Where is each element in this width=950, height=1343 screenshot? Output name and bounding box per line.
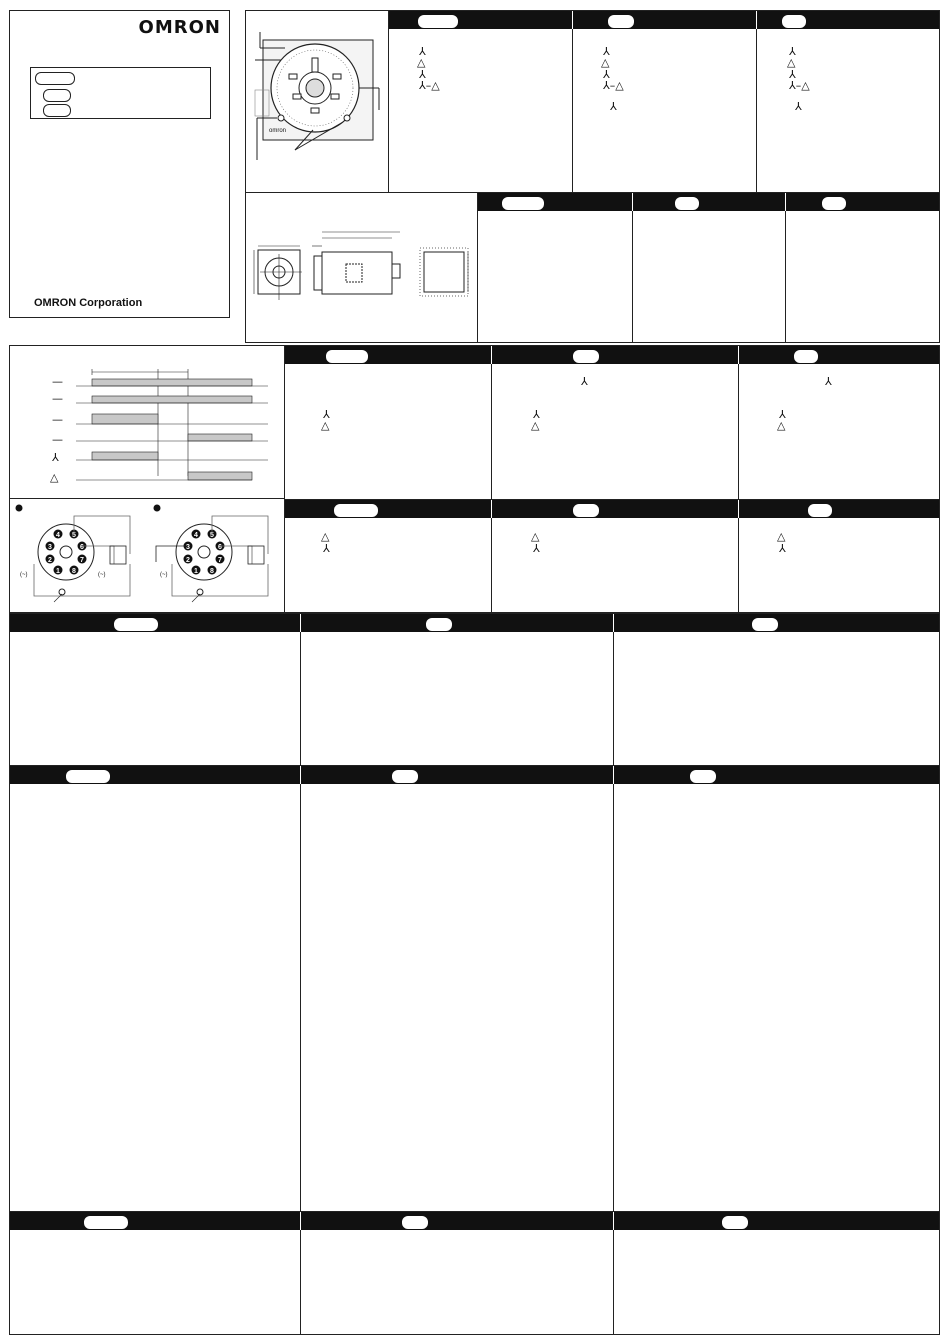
star-symbol: ⅄ [323, 542, 330, 555]
svg-text:7: 7 [218, 557, 222, 564]
header-pill [84, 1216, 128, 1229]
divider [9, 498, 284, 499]
svg-text:3: 3 [186, 544, 190, 551]
svg-text:3: 3 [48, 544, 52, 551]
star-delta-symbol: ⅄–△ [419, 79, 440, 92]
header-pill [573, 504, 599, 517]
divider [613, 1212, 614, 1230]
timing-chart [40, 366, 275, 486]
divider [613, 766, 614, 784]
svg-text:8: 8 [210, 568, 214, 575]
svg-text:5: 5 [72, 532, 76, 539]
svg-text:omron: omron [269, 128, 287, 134]
svg-text:8: 8 [72, 568, 76, 575]
divider [738, 346, 739, 612]
star-symbol: ⅄ [603, 45, 610, 58]
svg-text:1: 1 [56, 568, 60, 575]
svg-text:7: 7 [80, 557, 84, 564]
wiring-diagram-left [14, 502, 144, 607]
section-header-bar [285, 346, 939, 364]
svg-text:6: 6 [218, 544, 222, 551]
star-symbol: ⅄ [603, 68, 610, 81]
header-pill [690, 770, 716, 783]
divider [300, 766, 301, 784]
section-header-bar [478, 193, 939, 211]
star-symbol: ⅄ [610, 100, 617, 113]
header-pill [334, 504, 378, 517]
divider [738, 346, 739, 364]
section-header-bar [389, 11, 939, 29]
delta-symbol: △ [531, 530, 540, 543]
brand-logo: OMRON [138, 17, 221, 38]
header-pill [392, 770, 418, 783]
delta-symbol: △ [787, 56, 796, 69]
divider [284, 345, 285, 613]
header-pill [114, 618, 158, 631]
star-symbol: ⅄ [795, 100, 802, 113]
header-pill [326, 350, 368, 363]
star-symbol: ⅄ [533, 408, 540, 421]
timing-row-label: — [52, 375, 63, 388]
star-symbol: ⅄ [789, 68, 796, 81]
header-pill [752, 618, 778, 631]
divider [300, 614, 301, 632]
header-pill [782, 15, 806, 28]
svg-text:6: 6 [80, 544, 84, 551]
star-symbol: ⅄ [779, 408, 786, 421]
svg-text:2: 2 [186, 557, 190, 564]
divider [388, 10, 389, 192]
delta-symbol: △ [321, 419, 330, 432]
header-pill [794, 350, 818, 363]
cover-panel [9, 10, 230, 318]
svg-text:4: 4 [56, 532, 60, 539]
product-front-illustration [255, 30, 385, 170]
header-pill [675, 197, 699, 210]
svg-text:2: 2 [48, 557, 52, 564]
svg-text:5: 5 [210, 532, 214, 539]
divider [572, 29, 573, 192]
star-delta-symbol: ⅄–△ [603, 79, 624, 92]
divider [738, 500, 739, 518]
svg-text:4: 4 [194, 532, 198, 539]
wiring-diagram-right [152, 502, 282, 607]
divider [491, 500, 492, 518]
delta-symbol: △ [777, 419, 786, 432]
header-pill [573, 350, 599, 363]
timing-row-label: △ [50, 471, 59, 484]
divider [491, 346, 492, 612]
header-pill [822, 197, 846, 210]
model-pill-2 [43, 89, 71, 102]
star-symbol: ⅄ [789, 45, 796, 58]
header-pill [418, 15, 458, 28]
timing-row-label: — [52, 433, 63, 446]
divider [477, 192, 478, 343]
section-header-bar [285, 500, 939, 518]
divider [785, 211, 786, 343]
star-delta-symbol: ⅄–△ [789, 79, 810, 92]
corporation-name: OMRON Corporation [34, 297, 143, 309]
header-pill [426, 618, 452, 631]
star-symbol: ⅄ [825, 375, 832, 388]
svg-text:(~): (~) [20, 572, 28, 578]
header-pill [66, 770, 110, 783]
divider [285, 499, 939, 500]
timing-row-label: — [52, 392, 63, 405]
svg-text:(~): (~) [98, 572, 106, 578]
divider [491, 346, 492, 364]
delta-symbol: △ [601, 56, 610, 69]
star-symbol: ⅄ [779, 542, 786, 555]
star-symbol: ⅄ [533, 542, 540, 555]
section-header-bar [10, 1212, 939, 1230]
section-header-bar [10, 766, 939, 784]
divider [300, 1212, 301, 1230]
delta-symbol: △ [777, 530, 786, 543]
delta-symbol: △ [531, 419, 540, 432]
dimension-drawing [250, 228, 472, 308]
star-symbol: ⅄ [419, 45, 426, 58]
divider [613, 614, 614, 632]
divider [632, 211, 633, 343]
delta-symbol: △ [417, 56, 426, 69]
header-pill [608, 15, 634, 28]
header-pill [502, 197, 544, 210]
star-symbol: ⅄ [419, 68, 426, 81]
header-pill [722, 1216, 748, 1229]
header-pill [808, 504, 832, 517]
model-pill-3 [43, 104, 71, 117]
star-symbol: ⅄ [581, 375, 588, 388]
svg-text:1: 1 [194, 568, 198, 575]
svg-text:(~): (~) [160, 572, 168, 578]
star-symbol: ⅄ [323, 408, 330, 421]
timing-row-label: — [52, 413, 63, 426]
delta-symbol: △ [321, 530, 330, 543]
timing-row-label: ⅄ [52, 451, 59, 464]
model-box [30, 67, 211, 119]
header-pill [402, 1216, 428, 1229]
model-pill-1 [35, 72, 75, 85]
divider [756, 29, 757, 192]
